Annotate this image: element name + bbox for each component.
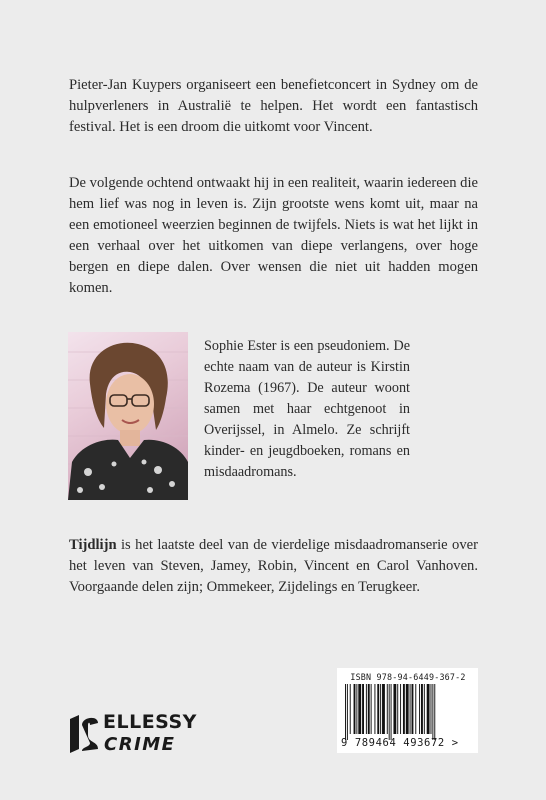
barcode-bar [362, 684, 364, 734]
barcode-bar [366, 684, 367, 734]
barcode-bar [356, 684, 357, 734]
barcode-bar [358, 684, 361, 734]
barcode-bar [415, 684, 416, 734]
author-photo [68, 332, 188, 500]
barcode-bar [424, 684, 425, 734]
blurb-paragraph-1: Pieter-Jan Kuypers organiseert een benefietconcert in Sydney om de hulpverleners in Australië te helpen. Het wordt een fantastisch festival. Het is een droom die uitkomt voor Vincent. [69, 77, 478, 135]
barcode-bar [406, 684, 409, 734]
barcode-bar [345, 684, 346, 740]
publisher-name: ELLESSY [103, 711, 197, 733]
barcode-bar [377, 684, 379, 734]
isbn-barcode [337, 668, 478, 753]
barcode-bar [371, 684, 372, 734]
barcode-bar [412, 684, 414, 734]
barcode-bar [389, 684, 390, 740]
barcode-bar [403, 684, 405, 734]
barcode-bar [393, 684, 396, 734]
barcode-bar [397, 684, 398, 734]
isbn-label: ISBN 978-94-6449-367-2 [350, 672, 466, 682]
barcode-bars [345, 684, 471, 740]
barcode-bar [400, 684, 401, 734]
barcode-bar [410, 684, 411, 734]
barcode-digits: 9 789464 493672 > [341, 737, 459, 749]
series-paragraph [69, 535, 478, 598]
barcode-bar [387, 684, 388, 734]
barcode-bar [421, 684, 423, 734]
series-text: is het laatste deel van de vierdelige misdaadromanserie over het leven van Steven, Jamey, Robin, Vincent en Carol Vanhoven. Voorgaande delen zijn; Ommekeer, Zijdelings en Terugkeer. [69, 537, 478, 595]
barcode-bar [374, 684, 375, 734]
barcode-bar [354, 684, 356, 734]
barcode-bar [382, 684, 385, 734]
barcode-bar [434, 684, 435, 740]
barcode-bar [347, 684, 348, 740]
barcode-bar [391, 684, 392, 740]
barcode-bar [419, 684, 420, 734]
barcode-bar [368, 684, 370, 734]
barcode-bar [432, 684, 433, 740]
barcode-bar [350, 684, 351, 734]
publisher-logo [68, 710, 208, 758]
author-bio: Sophie Ester is een pseudoniem. De echte naam van de auteur is Kirstin Rozema (1967). De auteur woont samen met haar echtgenoot in Overijssel, in Almelo. Ze schrijft kinder- en jeugdboeken, romans en misdaadromans. [204, 338, 410, 480]
publisher-imprint: CRIME [104, 734, 176, 755]
publisher-logo-icon [68, 713, 100, 753]
blurb-paragraph-2: De volgende ochtend ontwaakt hij in een realiteit, waarin iedereen die hem lief was nog in leven is. Zijn grootste wens komt uit, maar na een emotioneel weerzien beginnen de twijfels. Niets is wat het lijkt in een verhaal over het uitkomen van diepe verlangens, over hoge bergen en diepe dalen. Over wensen die niet uit hadden mogen komen. [69, 175, 478, 296]
barcode-bar [431, 684, 432, 734]
book-title: Tijdlijn [69, 537, 117, 553]
barcode-bar [427, 684, 430, 734]
barcode-bar [380, 684, 381, 734]
